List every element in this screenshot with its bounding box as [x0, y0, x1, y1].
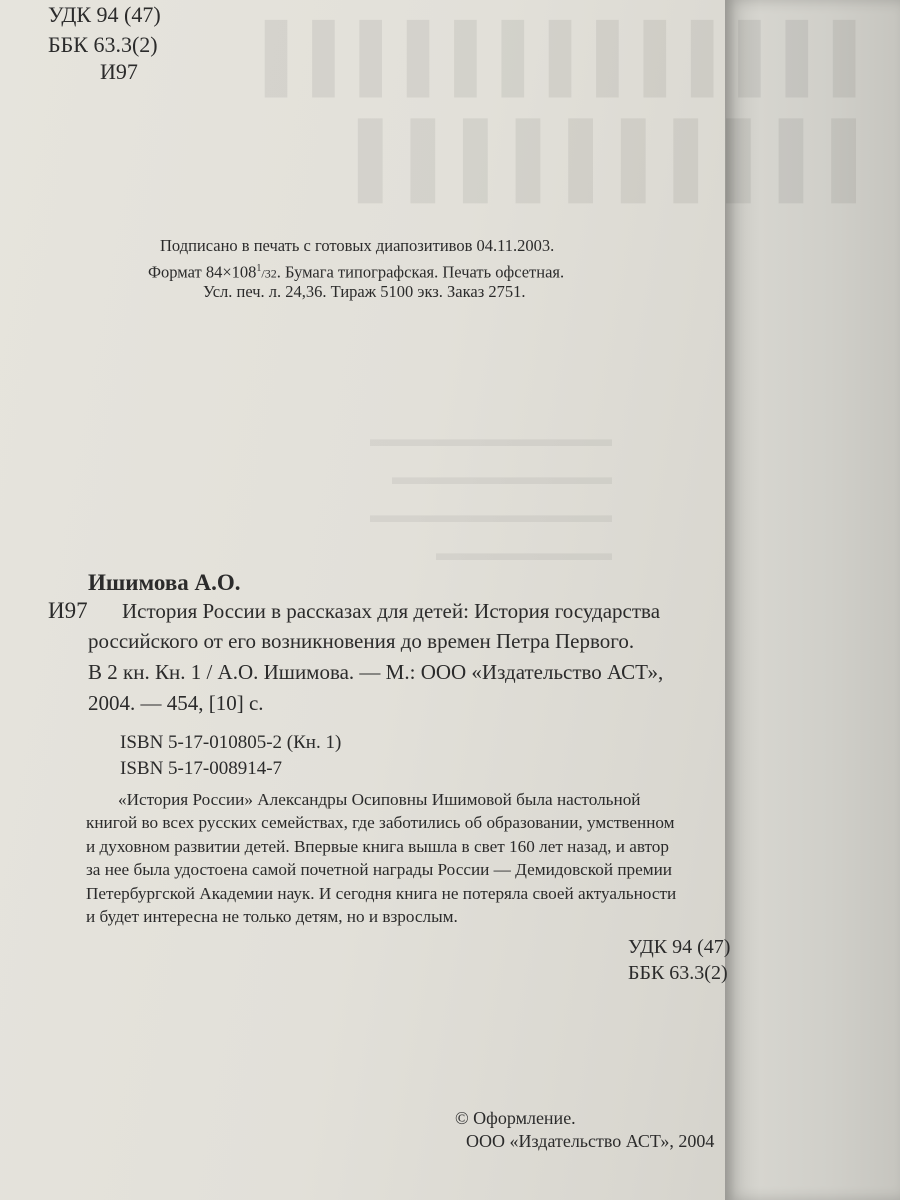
annotation-line-4: за нее была удостоена самой почетной награды России — Демидовской премии [86, 860, 673, 879]
signature-udk: УДК 94 (47) [628, 936, 731, 958]
record-author: Ишимова А.О. [88, 570, 241, 595]
record-code: И97 [48, 598, 88, 623]
header-udk: УДК 94 (47) [48, 2, 161, 27]
annotation-line-6: и будет интересна не только детям, но и взрослым. [86, 907, 458, 926]
annotation-line-2: книгой во всех русских семействах, где заботились об образовании, умственном [86, 813, 675, 832]
annotation-line-3: и духовном развитии детей. Впервые книга вышла в свет 160 лет назад, и автор [86, 837, 669, 856]
copyright-line-2: ООО «Издательство АСТ», 2004 [466, 1131, 715, 1151]
bleed-through-title: ▌▌▌▌▌▌▌▌▌▌▌▌▌ [240, 21, 856, 92]
record-desc-line-2: российского от его возникновения до времен Петра Первого. [88, 629, 635, 653]
annotation-line-5: Петербургской Академии наук. И сегодня книга не потеряла своей актуальности [86, 884, 677, 903]
header-bbk: ББК 63.3(2) [48, 32, 158, 57]
imprint-line-3: Усл. печ. л. 24,36. Тираж 5100 экз. Заказ 2751. [203, 282, 526, 301]
record-desc-line-4: 2004. — 454, [10] с. [88, 691, 264, 715]
header-code: И97 [100, 59, 138, 84]
isbn-line-1: ISBN 5-17-010805-2 (Кн. 1) [120, 732, 342, 753]
annotation-line-1: «История России» Александры Осиповны Ишимовой была настольной [118, 790, 641, 809]
copyright-line-1: © Оформление. [455, 1108, 576, 1128]
imprint-line-1: Подписано в печать с готовых диапозитивов 04.11.2003. [160, 236, 555, 255]
isbn-line-2: ISBN 5-17-008914-7 [120, 758, 283, 779]
imprint-line-2: Формат $84\times 108^1/32$. Бумага типографская. Печать офсетная. [148, 262, 565, 282]
bleed-through-subtitle: ▌▌▌▌▌▌▌▌▌▌ [330, 121, 856, 198]
bleed-through-block: ▬▬▬▬▬▬▬▬▬▬▬ ▬▬▬▬▬▬▬▬▬▬ ▬▬▬▬▬▬▬▬▬▬▬ ▬▬▬▬▬▬▬▬ [370, 426, 612, 565]
record-desc-line-1: История России в рассказах для детей: История государства [122, 599, 661, 623]
signature-bbk: ББК 63.3(2) [628, 962, 728, 984]
record-desc-line-3: В 2 кн. Кн. 1 / А.О. Ишимова. — М.: ООО «Издательство АСТ», [88, 660, 664, 684]
